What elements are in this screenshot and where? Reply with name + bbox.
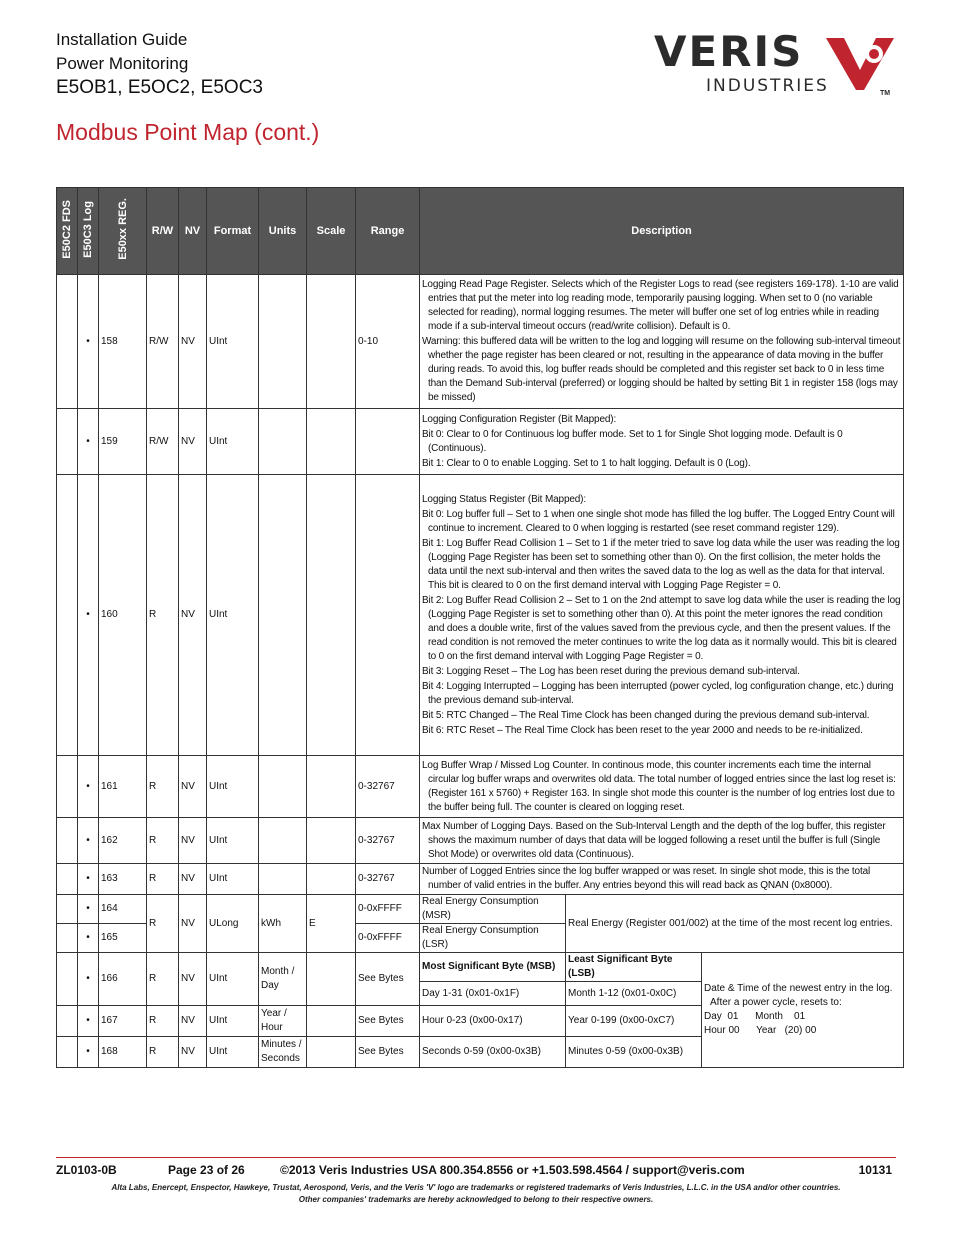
fds-cell <box>57 756 78 818</box>
format-cell: UInt <box>207 409 259 475</box>
rw-cell: R <box>147 1006 179 1037</box>
rw-cell: R/W <box>147 275 179 409</box>
format-cell: UInt <box>207 864 259 895</box>
table-row <box>57 756 904 818</box>
date-note-cell <box>702 953 904 1068</box>
log-cell: • <box>78 953 99 1006</box>
format-cell: UInt <box>207 475 259 756</box>
nv-cell: NV <box>179 818 207 864</box>
description-paragraph: Bit 4: Logging Interrupted – Logging has been interrupted (power cycled, log configuration change, etc.) during the previous demand sub-interval. <box>422 680 894 706</box>
fds-cell <box>57 924 78 953</box>
rw-cell: R <box>147 895 179 953</box>
date-note-line: Hour 00 Year (20) 00 <box>704 1025 817 1036</box>
table-row <box>57 409 904 475</box>
rw-cell: R <box>147 756 179 818</box>
col-header-range: Range <box>356 188 420 275</box>
date-note-line: After a power cycle, resets to: <box>710 997 842 1008</box>
msb-cell: Seconds 0-59 (0x00-0x3B) <box>420 1037 566 1068</box>
table-row <box>57 864 904 895</box>
register-cell: 158 <box>99 275 147 409</box>
rw-cell: R <box>147 1037 179 1068</box>
register-cell: 166 <box>99 953 147 1006</box>
rw-cell: R <box>147 864 179 895</box>
range-cell: 0-10 <box>356 275 420 409</box>
nv-cell: NV <box>179 275 207 409</box>
scale-cell <box>307 864 356 895</box>
description-paragraph: Bit 5: RTC Changed – The Real Time Clock has been changed during the previous demand sub-interval. <box>422 709 870 721</box>
description-paragraph: Max Number of Logging Days. Based on the Sub-Interval Length and the depth of the log buffer, this register shows the maximum number of days that data will be logged following a reset until the buffer is full (Single Shot Mode) or overwrites old data (Continuous). <box>422 820 886 860</box>
description-paragraph: Warning: this buffered data will be written to the log and logging will resume on the following sub-interval timeout whether the page register has been cleared or not, resulting in the appearance of data moving in the buffer during reads. To avoid this, log buffer reads should be completed and this register set back to 0 in less time than the Demand Sub-interval (preferred) or logging should be halted by setting Bit 1 in register 158 (logs may be missed) <box>422 336 901 403</box>
register-cell: 162 <box>99 818 147 864</box>
description-paragraph: Bit 1: Log Buffer Read Collision 1 – Set to 1 if the meter tried to save log data while the user was reading the log (Logging Page Register has been set to something other than 0). On the first collision, the meter holds the data until the next sub-interval and then writes the saved data to the log as well as the data for that interval. This bit is cleared to 0 on the first demand interval with Logging Page Register = 0. <box>422 537 900 591</box>
log-cell: • <box>78 409 99 475</box>
description-paragraph: Bit 6: RTC Reset – The Real Time Clock has been reset to the year 2000 and needs to be re-initialized. <box>422 724 863 736</box>
section-title: Modbus Point Map (cont.) <box>56 119 320 145</box>
log-cell: • <box>78 818 99 864</box>
nv-cell: NV <box>179 409 207 475</box>
table-row <box>57 953 904 982</box>
energy-label-cell: Real Energy Consumption (MSR) <box>420 895 566 924</box>
nv-cell: NV <box>179 864 207 895</box>
page-number: Page 23 of 26 <box>168 1163 245 1177</box>
date-note-line: Day 01 Month 01 <box>704 1011 806 1022</box>
rw-cell: R <box>147 818 179 864</box>
units-cell: Year / Hour <box>259 1006 307 1037</box>
format-cell: UInt <box>207 1006 259 1037</box>
trademark-line-1: Alta Labs, Enercept, Enspector, Hawkeye, Trustat, Aerospond, Veris, and the Veris 'V' logo are trademarks or registered trademarks of Veris Industries, L.L.C. in the USA and/or other countries. <box>111 1183 841 1192</box>
range-cell: 0-32767 <box>356 864 420 895</box>
units-cell <box>259 756 307 818</box>
rw-cell: R/W <box>147 409 179 475</box>
rw-cell: R <box>147 953 179 1006</box>
description-paragraph: Bit 0: Clear to 0 for Continuous log buffer mode. Set to 1 for Single Shot logging mode. Default is 0 (Continuous). <box>422 428 843 454</box>
col-header-description: Description <box>420 188 904 275</box>
scale-cell <box>307 818 356 864</box>
energy-label-cell: Real Energy Consumption (LSR) <box>420 924 566 953</box>
trademark-line-2: Other companies' trademarks are hereby acknowledged to belong to their respective owners. <box>298 1195 654 1204</box>
nv-cell: NV <box>179 1037 207 1068</box>
copyright-contact: ©2013 Veris Industries USA 800.354.8556 or +1.503.598.4564 / support@veris.com <box>280 1163 745 1177</box>
units-cell: kWh <box>259 895 307 953</box>
log-cell: • <box>78 756 99 818</box>
scale-cell <box>307 1006 356 1037</box>
register-cell: 168 <box>99 1037 147 1068</box>
lsb-cell: Year 0-199 (0x00-0xC7) <box>566 1006 702 1037</box>
units-cell <box>259 475 307 756</box>
description-paragraph: Log Buffer Wrap / Missed Log Counter. In continous mode, this counter increments each time the internal circular log buffer wraps and overwrites old data. The total number of logged entries since the last log reset is: (Register 161 x 5760) + Register 163. In single shot mode this counter is the number of log entries lost due to the buffer being full. The counter is cleared on logging reset. <box>422 759 896 813</box>
model-numbers: E5OB1, E5OC2, E5OC3 <box>56 77 263 98</box>
scale-cell <box>307 475 356 756</box>
description-cell <box>420 275 904 409</box>
register-cell: 160 <box>99 475 147 756</box>
nv-cell: NV <box>179 1006 207 1037</box>
range-cell: 0-0xFFFF <box>356 924 420 953</box>
units-cell <box>259 864 307 895</box>
format-cell: UInt <box>207 1037 259 1068</box>
register-cell: 163 <box>99 864 147 895</box>
fds-cell <box>57 953 78 1006</box>
fds-cell <box>57 1037 78 1068</box>
units-cell <box>259 818 307 864</box>
log-cell: • <box>78 864 99 895</box>
range-cell <box>356 475 420 756</box>
rw-cell: R <box>147 475 179 756</box>
nv-cell: NV <box>179 756 207 818</box>
col-header-log: E50C3 Log <box>78 188 99 275</box>
range-cell: 0-32767 <box>356 818 420 864</box>
document-number: ZL0103-0B <box>56 1163 117 1177</box>
table-row <box>57 895 904 924</box>
table-row <box>57 275 904 409</box>
scale-cell <box>307 756 356 818</box>
register-cell: 161 <box>99 756 147 818</box>
document-code: 10131 <box>858 1163 892 1177</box>
scale-cell <box>307 1037 356 1068</box>
fds-cell <box>57 409 78 475</box>
veris-v-logo-icon <box>824 32 896 94</box>
range-cell: 0-0xFFFF <box>356 895 420 924</box>
description-paragraph: Bit 3: Logging Reset – The Log has been reset during the previous demand sub-interval. <box>422 665 800 677</box>
log-cell: • <box>78 895 99 924</box>
veris-logo <box>654 27 899 102</box>
table-header-row <box>57 188 904 275</box>
description-paragraph: Number of Logged Entries since the log buffer wrapped or was reset. In single shot mode, this is the total number of valid entries in the buffer. Any entries beyond this will read back as QNAN (0x8000). <box>422 866 871 891</box>
msb-cell: Hour 0-23 (0x00-0x17) <box>420 1006 566 1037</box>
description-cell <box>420 864 904 895</box>
log-cell: • <box>78 924 99 953</box>
format-cell: UInt <box>207 818 259 864</box>
range-cell: See Bytes <box>356 1006 420 1037</box>
description-paragraph: Bit 2: Log Buffer Read Collision 2 – Set to 1 on the 2nd attempt to save log data while the user is reading the log (Logging Page Register is set to something other than 0). At this point the meter ignores the read condition and does a double write, first of the values saved from the previous cycle, and then the present values. If the read condition is not removed the meter continues to write the log data as it normally would. This bit is cleared to 0 on the first demand interval with Logging Page Register = 0. <box>422 594 901 662</box>
scale-cell: E <box>307 895 356 953</box>
col-header-nv: NV <box>179 188 207 275</box>
lsb-cell: Month 1-12 (0x01-0x0C) <box>566 982 702 1006</box>
format-cell: ULong <box>207 895 259 953</box>
fds-cell <box>57 864 78 895</box>
msb-cell: Day 1-31 (0x01-0x1F) <box>420 982 566 1006</box>
scale-cell <box>307 409 356 475</box>
description-cell <box>420 409 904 475</box>
fds-cell <box>57 475 78 756</box>
format-cell: UInt <box>207 275 259 409</box>
scale-cell <box>307 953 356 1006</box>
col-header-format: Format <box>207 188 259 275</box>
log-cell: • <box>78 275 99 409</box>
register-cell: 159 <box>99 409 147 475</box>
modbus-point-map-table <box>56 187 904 1068</box>
product-category: Power Monitoring <box>56 54 189 73</box>
units-cell <box>259 275 307 409</box>
fds-cell <box>57 895 78 924</box>
register-cell: 167 <box>99 1006 147 1037</box>
range-cell: See Bytes <box>356 953 420 1006</box>
log-cell: • <box>78 475 99 756</box>
register-cell: 165 <box>99 924 147 953</box>
nv-cell: NV <box>179 475 207 756</box>
description-paragraph: Bit 1: Clear to 0 to enable Logging. Set to 1 to halt logging. Default is 0 (Log). <box>422 457 751 469</box>
register-cell: 164 <box>99 895 147 924</box>
logo-wordmark: VERIS <box>654 27 804 76</box>
guide-type: Installation Guide <box>56 30 188 49</box>
description-cell <box>420 818 904 864</box>
format-cell: UInt <box>207 953 259 1006</box>
fds-cell <box>57 818 78 864</box>
fds-cell <box>57 275 78 409</box>
description-paragraph: Logging Status Register (Bit Mapped): <box>422 493 586 505</box>
msb-header-cell: Most Significant Byte (MSB) <box>420 953 566 982</box>
footer-divider <box>56 1157 896 1158</box>
col-header-scale: Scale <box>307 188 356 275</box>
description-paragraph: Logging Read Page Register. Selects which of the Register Logs to read (see registers 169-178). 1-10 are valid entries that put the meter into log reading mode, temporarily pausing logging. When set to 0 (no variable selected for reading), normal logging resumes. The meter will buffer one set of log entries while in reading mode if a sub-interval timeout occurs (read/write collision). Default is 0. <box>422 279 899 332</box>
date-note-line: Date & Time of the newest entry in the log. <box>704 983 893 994</box>
description-cell: Real Energy (Register 001/002) at the time of the most recent log entries. <box>566 895 904 953</box>
units-cell <box>259 409 307 475</box>
range-cell: See Bytes <box>356 1037 420 1068</box>
scale-cell <box>307 275 356 409</box>
col-header-reg: E50xx REG. <box>99 188 147 275</box>
units-cell: Minutes / Seconds <box>259 1037 307 1068</box>
logo-trademark: TM <box>880 90 891 97</box>
log-cell: • <box>78 1037 99 1068</box>
nv-cell: NV <box>179 895 207 953</box>
trademark-notice <box>56 1182 896 1206</box>
format-cell: UInt <box>207 756 259 818</box>
description-paragraph: Logging Configuration Register (Bit Mapped): <box>422 413 617 425</box>
description-cell <box>420 475 904 756</box>
col-header-rw: R/W <box>147 188 179 275</box>
range-cell <box>356 409 420 475</box>
logo-subtitle: INDUSTRIES <box>706 76 829 96</box>
table-row <box>57 818 904 864</box>
description-cell <box>420 756 904 818</box>
nv-cell: NV <box>179 953 207 1006</box>
col-header-units: Units <box>259 188 307 275</box>
col-header-fds: E50C2 FDS <box>57 188 78 275</box>
description-paragraph: Bit 0: Log buffer full – Set to 1 when one single shot mode has filled the log buffer. The Logged Entry Count will continue to increment. Cleared to 0 when logging is restarted (see reset command register 129). <box>422 508 895 534</box>
lsb-header-cell: Least Significant Byte (LSB) <box>566 953 702 982</box>
document-header <box>56 28 263 100</box>
table-row <box>57 475 904 756</box>
range-cell: 0-32767 <box>356 756 420 818</box>
log-cell: • <box>78 1006 99 1037</box>
units-cell: Month / Day <box>259 953 307 1006</box>
fds-cell <box>57 1006 78 1037</box>
lsb-cell: Minutes 0-59 (0x00-0x3B) <box>566 1037 702 1068</box>
